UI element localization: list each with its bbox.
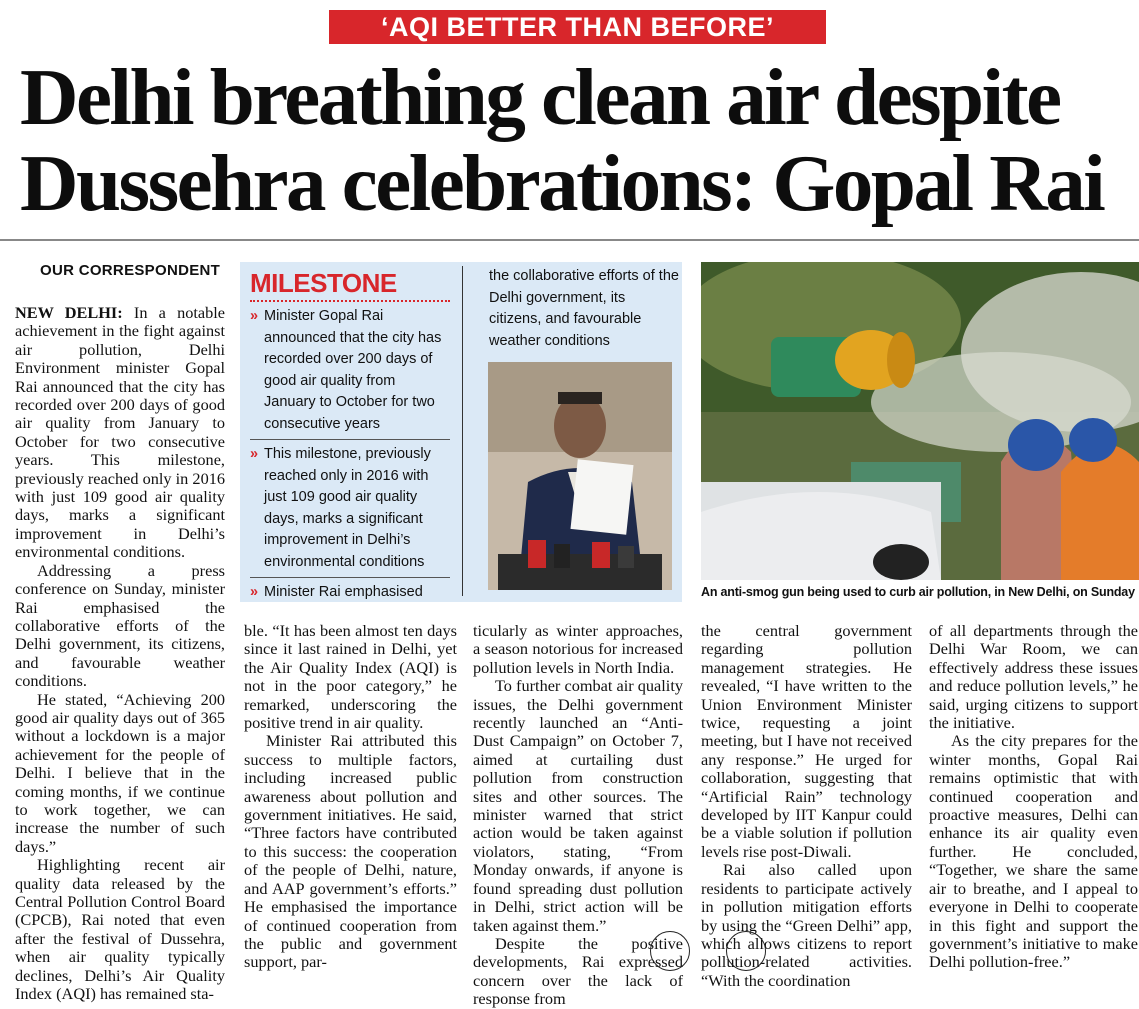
paragraph: Rai also called upon residents to participate actively in pollution mitigation efforts by using the “Green Delhi” app, which allows citizens to report pollution-related activities. “With the coordination <box>701 860 912 990</box>
dateline: NEW DELHI: <box>15 303 123 322</box>
paragraph: ticularly as winter approaches, a season notorious for increased pollution levels in North India. <box>473 621 683 677</box>
paragraph: ble. “It has been almost ten days since it last rained in Delhi, yet the Air Quality Index (AQI) is not in the poor category,” he remarked, underscoring the positive trend in air quality. <box>244 621 457 733</box>
milestone-bullet: » Minister Rai emphasised <box>250 582 450 608</box>
lead-paragraph: In a notable achievement in the fight against air pollution, Delhi Environment minister Gopal Rai announced that the city has recorded over 200 days of good air quality from January to October for two consecutive years. This milestone, previously reached only in 2016 with just 109 good air quality days, marks a significant improvement in Delhi’s environmental conditions. <box>15 303 225 562</box>
milestone-bullet-list <box>250 306 450 612</box>
kicker-banner: ‘AQI BETTER THAN BEFORE’ <box>329 10 826 44</box>
paragraph: Addressing a press conference on Sunday, minister Rai emphasised the collaborative efforts of the Delhi government, its citizens, and favourable weather conditions. <box>15 560 225 691</box>
milestone-bullet: » This milestone, previously reached only in 2016 with just 109 good air quality days, marks a significant improvement in Delhi’s environmental conditions <box>250 444 450 578</box>
milestone-box <box>240 262 682 602</box>
paragraph: Despite the positive developments, Rai expressed concern over the lack of response from <box>473 933 683 1009</box>
dotted-divider <box>250 300 450 302</box>
anti-smog-gun-photo <box>701 262 1139 580</box>
byline: OUR CORRESPONDENT <box>40 262 221 279</box>
minister-portrait-photo <box>488 362 672 590</box>
paragraph: the central government regarding pollution management strategies. He revealed, “I have written to the Union Environment Minister twice, requesting a joint meeting, but I have not received any response.” He urged for collaboration, suggesting that “Artificial Rain” technology developed by IIT Kanpur could be a viable solution if pollution levels rise post-Diwali. <box>701 621 912 861</box>
paragraph: of all departments through the Delhi War Room, we can effectively address these issues and reduce pollution levels,” he said, urging citizens to support the initiative. <box>929 621 1138 733</box>
headline: Delhi breathing clean air despite Dussehra celebrations: Gopal Rai <box>20 52 1104 228</box>
article-column-5 <box>929 622 1138 972</box>
paragraph: Highlighting recent air quality data released by the Central Pollution Control Board (CPCB), Rai noted that even after the festival of Dussehra, when air quality typically declines, Delhi’s Air Quality Index (AQI) has remained sta- <box>15 855 225 1004</box>
zoom-out-icon[interactable] <box>726 931 766 971</box>
milestone-title: MILESTONE <box>250 268 397 298</box>
paragraph: To further combat air quality issues, the Delhi government recently launched an “Anti-Dust Campaign” on October 7, aimed at curtailing dust pollution from construction sites and other sources. The minister warned that strict action would be taken against violators, stating, “From Monday onwards, if anyone is found spreading dust pollution in Delhi, strict action will be taken against them.” <box>473 676 683 935</box>
milestone-bullet: » Minister Gopal Rai announced that the city has recorded over 200 days of good air quality from January to October for two consecutive years <box>250 306 450 440</box>
milestone-continuation: the collaborative efforts of the Delhi government, its citizens, and favourable weather conditions <box>489 268 679 349</box>
photo-caption: An anti-smog gun being used to curb air pollution, in New Delhi, on Sunday <box>701 585 1135 599</box>
article-column-2 <box>244 622 457 972</box>
bullet-marker-icon: » <box>250 446 259 462</box>
bullet-marker-icon: » <box>250 308 259 324</box>
box-column-divider <box>462 266 463 596</box>
paragraph: As the city prepares for the winter months, Gopal Rai remains optimistic that with continued cooperation and proactive measures, Delhi can enhance its air quality even further. He concluded, “Together, we share the same air to breathe, and I appeal to everyone in Delhi to cooperate in this fight and support the government’s initiative to make Delhi pollution-free.” <box>929 731 1138 972</box>
article-column-1 <box>15 304 225 1003</box>
paragraph: He stated, “Achieving 200 good air quality days out of 365 without a lockdown is a major achievement for the people of Delhi. I believe that in the coming months, if we continue to work together, we can increase the number of such days.” <box>15 689 225 856</box>
paragraph: Minister Rai attributed this success to multiple factors, including increased public awareness about pollution and government initiatives. He said, “Three factors have contributed to this success: the cooperation of the people of Delhi, nature, and AAP government’s efforts.” He emphasised the importance of continued cooperation from the public and government support, par- <box>244 731 457 972</box>
zoom-in-icon[interactable] <box>650 931 690 971</box>
headline-rule <box>0 239 1139 241</box>
bullet-marker-icon: » <box>250 584 259 600</box>
